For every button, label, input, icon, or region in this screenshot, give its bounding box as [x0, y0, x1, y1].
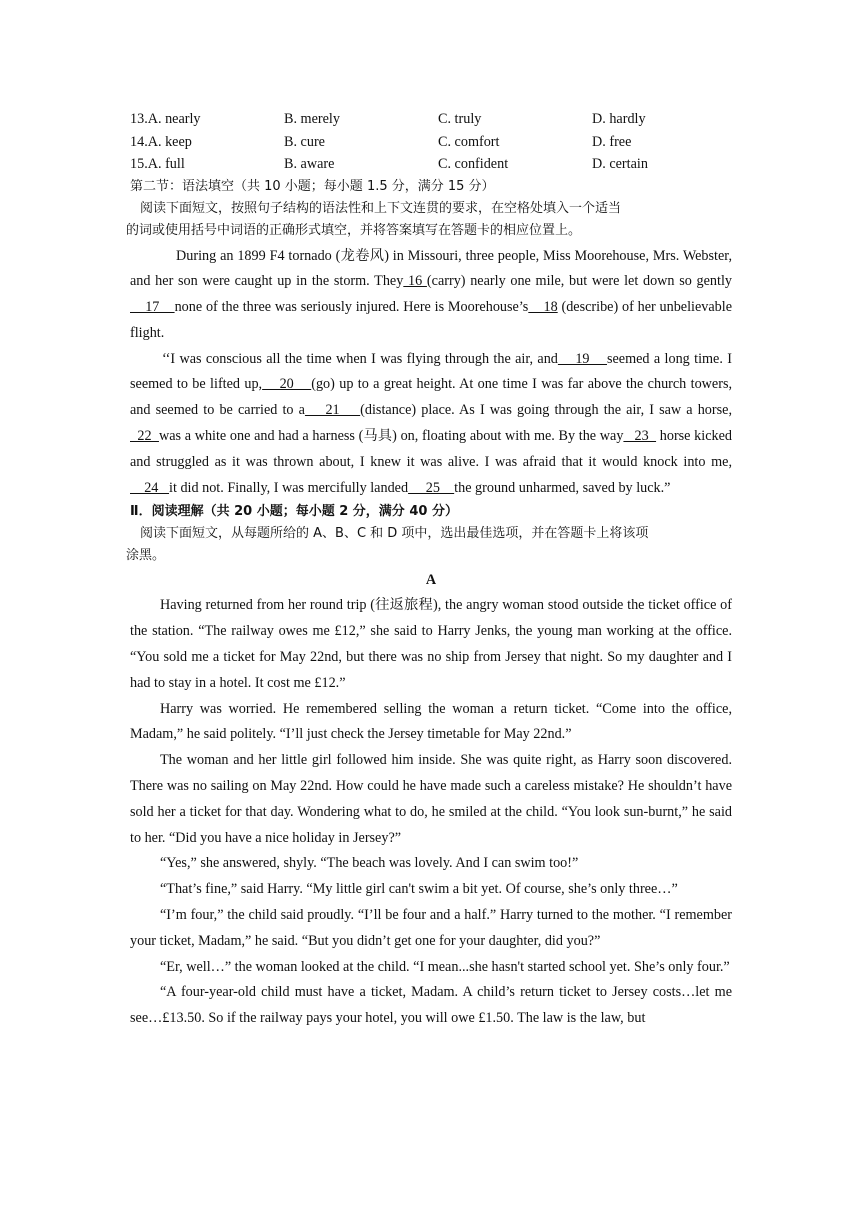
cloze-paragraph: [130, 347, 732, 502]
blank-22: 22: [130, 428, 159, 445]
cloze-text: was a white one and had a harness (马具) on, floating about with me. By the way: [158, 428, 624, 445]
reading-instruction-line2: 涂黑。: [126, 548, 166, 564]
blank-16: 16: [403, 273, 427, 290]
passage-paragraph: “Er, well…” the woman looked at the child. “I mean...she hasn't started school yet. She’s only four.”: [160, 958, 730, 975]
option-b: B. aware: [284, 156, 335, 172]
cloze-text: none of the three was seriously injured. Here is Moorehouse’s: [174, 299, 529, 316]
section2-instruction-line2: 的词或使用括号中词语的正确形式填空，并将答案填写在答题卡的相应位置上。: [126, 222, 582, 238]
passage-paragraph: “A four-year-old child must have a ticket, Madam. A child’s return ticket to Jersey costs…let me see…£13.50. So if the railway pays your hotel, you will owe £1.50. The law is the law, but: [130, 984, 732, 1027]
option-b: B. cure: [284, 133, 325, 150]
cloze-text: the ground unharmed, saved by luck.”: [454, 479, 671, 496]
section2-heading: 第二节：语法填空（共 10 小题；每小题 1.5 分，满分 15 分）: [130, 178, 495, 194]
reading-instruction-line1: 阅读下面短文，从每题所给的 A、B、C 和 D 项中，选出最佳选项，并在答题卡上将该项: [140, 526, 649, 542]
blank-19: 19: [557, 350, 607, 367]
option-a: 14.A. keep: [130, 133, 192, 150]
blank-21: 21: [304, 402, 361, 419]
section2-instruction-line1: 阅读下面短文，按照句子结构的语法性和上下文连贯的要求，在空格处填入一个适当: [140, 200, 622, 216]
option-d: D. hardly: [592, 111, 646, 127]
exam-page: [126, 108, 733, 1032]
option-c: C. comfort: [438, 133, 500, 150]
passage-paragraph: “Yes,” she answered, shyly. “The beach was lovely. And I can swim too!”: [160, 855, 579, 872]
option-c: C. confident: [438, 156, 509, 172]
blank-20: 20: [262, 376, 312, 393]
cloze-text: (describe) of her unbelievable flight.: [130, 299, 733, 341]
passage-title: A: [425, 572, 437, 589]
option-row-14: [130, 131, 732, 154]
cloze-text: seemed a long time. I seemed to be lifted up,: [130, 350, 732, 393]
passage-paragraph: “I’m four,” the child said proudly. “I’ll be four and a half.” Harry turned to the mother. “I remember your ticket, Madam,” he said. “But you didn’t get one for your daughter, did you?”: [130, 907, 732, 949]
blank-25: 25: [408, 479, 455, 496]
cloze-text: ‘‘I was conscious all the time when I was flying through the air, and: [162, 350, 558, 367]
cloze-paragraph: [130, 244, 732, 347]
option-row-13: [130, 108, 732, 131]
answer-options: [130, 108, 732, 176]
passage-paragraph: Harry was worried. He remembered selling the woman a return ticket. “Come into the office, Madam,” he said politely. “I’ll just check the Jersey timetable for May 22nd.”: [130, 700, 732, 743]
option-row-15: [130, 153, 732, 176]
blank-23: 23: [623, 428, 657, 445]
cloze-text: (go) up to a great height. At one time I was far above the church towers, and seemed to be carried to a: [130, 376, 733, 419]
option-a: 15.A. full: [130, 156, 185, 172]
option-d: D. free: [592, 133, 632, 150]
cloze-text: (distance) place. As I was going through the air, I saw a horse,: [360, 402, 732, 419]
option-c: C. truly: [438, 111, 482, 127]
passage-paragraph: Having returned from her round trip (往返旅程), the angry woman stood outside the ticket office of the station. “The railway owes me £12,” she said to Harry Jenks, the young man working at the office. “You sold me a ticket for May 22nd, but there was no ship from Jersey that night. So my daughter and I had to stay in a hotel. It cost me £12.”: [130, 597, 732, 691]
option-a: 13.A. nearly: [130, 111, 201, 127]
option-d: D. certain: [592, 156, 648, 172]
blank-24: 24: [130, 479, 170, 496]
cloze-text: (carry) nearly one mile, but were let down so gently: [426, 273, 732, 290]
cloze-passage: [130, 244, 732, 502]
passage-paragraph: The woman and her little girl followed him inside. She was quite right, as Harry soon discovered. There was no sailing on May 22nd. How could he have made such a careless mistake? He shouldn’t have sold her a ticket for that day. Wondering what to do, he smiled at the child. “You look sun-burnt,” he said to her. “Did you have a nice holiday in Jersey?”: [130, 752, 732, 846]
option-b: B. merely: [284, 111, 340, 127]
blank-17: 17: [130, 299, 175, 316]
cloze-text: horse kicked and struggled as it was thrown about, I knew it was alive. I was afraid that it would knock into me,: [130, 428, 732, 470]
passage-a: [130, 593, 732, 1032]
cloze-text: During an 1899 F4 tornado (龙卷风) in Missouri, three people, Miss Moorehouse, Mrs. Webster, and her son were caught up in the storm. They: [130, 247, 732, 290]
passage-paragraph: “That’s fine,” said Harry. “My little girl can't swim a bit yet. Of course, she’s only three…”: [160, 881, 678, 898]
cloze-text: it did not. Finally, I was mercifully landed: [169, 479, 409, 496]
blank-18: 18: [528, 299, 558, 316]
reading-section-heading: Ⅱ．阅读理解（共 20 小题；每小题 2 分，满分 40 分）: [130, 504, 458, 520]
